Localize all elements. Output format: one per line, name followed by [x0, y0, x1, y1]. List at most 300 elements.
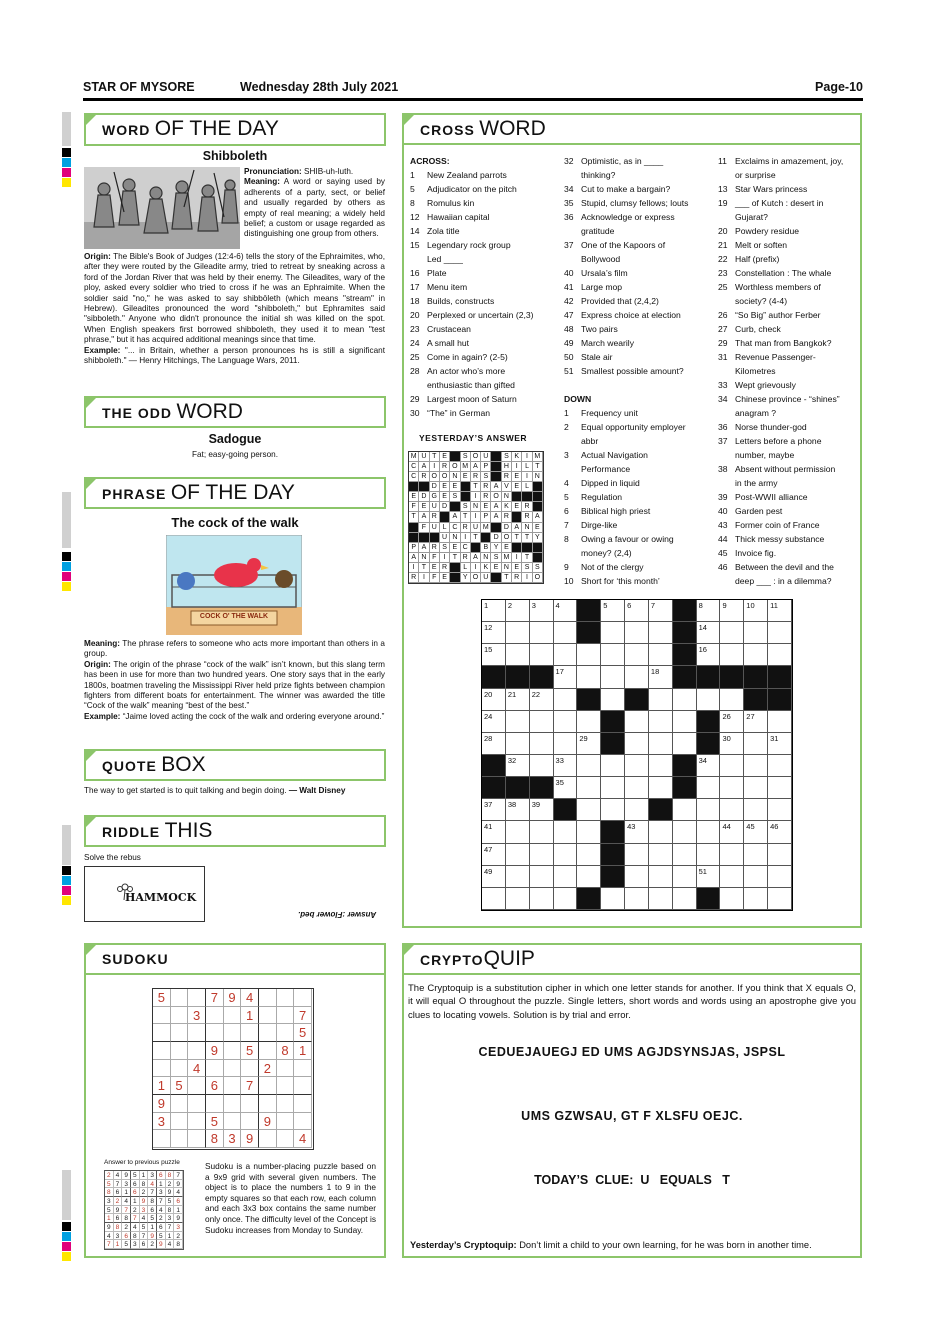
clue-text: Half (prefix)	[735, 254, 780, 264]
crossword-cell[interactable]	[530, 733, 554, 755]
sudoku-cell[interactable]	[259, 1024, 277, 1042]
crossword-cell[interactable]	[697, 755, 721, 777]
sudoku-cell[interactable]	[277, 989, 295, 1007]
sudoku-cell[interactable]: 8	[277, 1042, 295, 1060]
crossword-cell[interactable]	[601, 888, 625, 910]
crossword-cell[interactable]	[554, 733, 578, 755]
answer-cell: I	[471, 512, 481, 522]
clue-number: 40	[564, 268, 574, 278]
crossword-cell[interactable]	[768, 866, 792, 888]
sudoku-cell[interactable]: 3	[224, 1130, 242, 1148]
answer-cell: L	[522, 482, 532, 492]
crossword-cell[interactable]	[649, 689, 673, 711]
prev-sudoku-cell: 3	[157, 1188, 166, 1197]
crossword-cell[interactable]	[744, 622, 768, 644]
answer-cell: N	[450, 472, 460, 482]
sudoku-cell[interactable]	[224, 1007, 242, 1025]
sudoku-cell[interactable]: 1	[294, 1042, 312, 1060]
clue-line	[718, 154, 858, 168]
crossword-cell[interactable]	[482, 733, 506, 755]
clue-line	[718, 560, 858, 574]
sudoku-cell[interactable]: 2	[259, 1060, 277, 1078]
crossword-cell[interactable]	[720, 844, 744, 866]
crossword-cell[interactable]	[530, 755, 554, 777]
sudoku-cell[interactable]: 3	[188, 1007, 206, 1025]
sudoku-cell[interactable]	[171, 1113, 189, 1131]
crossword-cell[interactable]	[744, 777, 768, 799]
crossword-cell[interactable]	[506, 644, 530, 666]
crossword-block	[625, 689, 649, 711]
crossword-cell[interactable]	[482, 711, 506, 733]
crossword-cell[interactable]	[768, 644, 792, 666]
clue-number: 43	[718, 520, 728, 530]
sudoku-cell[interactable]: 9	[153, 1095, 171, 1113]
sudoku-cell[interactable]	[171, 989, 189, 1007]
sudoku-cell[interactable]	[206, 1095, 224, 1113]
crossword-cell[interactable]	[482, 821, 506, 843]
crossword-cell[interactable]	[577, 844, 601, 866]
clue-text: A small hut	[427, 338, 470, 348]
crossword-cell[interactable]	[673, 711, 697, 733]
crossword-cell[interactable]	[744, 821, 768, 843]
sudoku-cell[interactable]	[153, 1060, 171, 1078]
crossword-cell[interactable]	[649, 755, 673, 777]
crossword-cell[interactable]	[482, 622, 506, 644]
crossword-cell[interactable]	[649, 622, 673, 644]
crossword-cell[interactable]	[554, 711, 578, 733]
crossword-cell[interactable]	[720, 600, 744, 622]
crossword-cell[interactable]	[625, 777, 649, 799]
sudoku-cell[interactable]	[153, 1024, 171, 1042]
cell-number: 49	[484, 866, 493, 876]
sudoku-cell[interactable]: 5	[294, 1024, 312, 1042]
crossword-cell[interactable]	[601, 755, 625, 777]
crossword-cell[interactable]	[720, 644, 744, 666]
margin-bar	[62, 492, 71, 548]
crossword-cell[interactable]	[577, 733, 601, 755]
crossword-cell[interactable]	[673, 888, 697, 910]
crossword-cell[interactable]	[649, 866, 673, 888]
crossword-cell[interactable]	[554, 844, 578, 866]
crossword-cell[interactable]	[625, 866, 649, 888]
crossword-block	[482, 777, 506, 799]
crossword-block	[673, 666, 697, 688]
sudoku-cell[interactable]	[206, 1007, 224, 1025]
crossword-cell[interactable]	[649, 821, 673, 843]
crossword-cell[interactable]	[482, 866, 506, 888]
crossword-cell[interactable]	[720, 711, 744, 733]
crossword-cell[interactable]	[673, 844, 697, 866]
sudoku-cell[interactable]	[277, 1130, 295, 1148]
sudoku-cell[interactable]	[259, 989, 277, 1007]
crossword-cell[interactable]	[697, 866, 721, 888]
sudoku-cell[interactable]	[171, 1060, 189, 1078]
crossword-cell[interactable]	[768, 844, 792, 866]
answer-block	[450, 452, 460, 462]
crossword-cell[interactable]	[720, 777, 744, 799]
crossword-cell[interactable]	[577, 755, 601, 777]
crossword-cell[interactable]	[697, 689, 721, 711]
clue-line	[564, 434, 714, 448]
crossword-cell[interactable]	[506, 888, 530, 910]
sudoku-cell[interactable]: 9	[224, 989, 242, 1007]
crossword-cell[interactable]	[554, 755, 578, 777]
crossword-block	[768, 666, 792, 688]
answer-block	[491, 573, 501, 583]
sudoku-cell[interactable]	[277, 1007, 295, 1025]
sudoku-cell[interactable]	[224, 1042, 242, 1060]
crossword-cell[interactable]	[506, 866, 530, 888]
crossword-cell[interactable]	[649, 733, 673, 755]
sudoku-cell[interactable]: 5	[206, 1113, 224, 1131]
clue-text: Equal opportunity employer	[581, 422, 686, 432]
crossword-cell[interactable]	[649, 600, 673, 622]
yesterday-crossword-grid	[408, 451, 544, 584]
crossword-cell[interactable]	[768, 733, 792, 755]
crossword-cell[interactable]	[649, 666, 673, 688]
clue-text: Gujarat?	[735, 212, 768, 222]
sudoku-cell[interactable]: 8	[206, 1130, 224, 1148]
answer-cell: M	[461, 462, 471, 472]
sudoku-cell[interactable]	[206, 1024, 224, 1042]
sudoku-cell[interactable]	[294, 1060, 312, 1078]
crossword-cell[interactable]	[506, 600, 530, 622]
sudoku-cell[interactable]: 7	[241, 1077, 259, 1095]
sudoku-cell[interactable]	[294, 1095, 312, 1113]
crossword-cell[interactable]	[625, 844, 649, 866]
crossword-block	[506, 666, 530, 688]
sudoku-cell[interactable]	[188, 989, 206, 1007]
sudoku-cell[interactable]	[277, 1113, 295, 1131]
sudoku-cell[interactable]: 5	[153, 989, 171, 1007]
crossword-cell[interactable]	[577, 866, 601, 888]
crossword-cell[interactable]	[768, 755, 792, 777]
crossword-cell[interactable]	[744, 733, 768, 755]
crossword-cell[interactable]	[649, 777, 673, 799]
answer-cell: I	[522, 452, 532, 462]
clue-line	[564, 224, 714, 238]
crossword-cell[interactable]	[673, 821, 697, 843]
sudoku-cell[interactable]	[294, 1077, 312, 1095]
prev-sudoku-cell: 7	[114, 1180, 123, 1189]
crossword-cell[interactable]	[577, 666, 601, 688]
answer-cell: E	[440, 492, 450, 502]
crossword-cell[interactable]	[720, 866, 744, 888]
answer-cell: E	[440, 452, 450, 462]
answer-cell: N	[522, 523, 532, 533]
crossword-cell[interactable]	[625, 711, 649, 733]
rebus-box	[84, 866, 205, 922]
sudoku-cell[interactable]	[171, 1024, 189, 1042]
clue-line	[564, 518, 714, 532]
cell-number: 18	[650, 667, 660, 677]
crossword-cell[interactable]	[577, 799, 601, 821]
sudoku-cell[interactable]	[153, 1130, 171, 1148]
crossword-cell[interactable]	[744, 844, 768, 866]
crossword-cell[interactable]	[530, 799, 554, 821]
cryptoquip-clue: TODAY’S CLUE: U EQUALS T	[534, 1173, 730, 1187]
crossword-cell[interactable]	[697, 644, 721, 666]
sudoku-cell[interactable]	[241, 1095, 259, 1113]
sudoku-cell[interactable]: 4	[241, 989, 259, 1007]
cell-number: 1	[484, 601, 489, 610]
crossword-cell[interactable]	[720, 799, 744, 821]
crossword-cell[interactable]	[601, 622, 625, 644]
crossword-cell[interactable]	[697, 821, 721, 843]
answer-cell: U	[481, 573, 491, 583]
crossword-cell[interactable]	[649, 844, 673, 866]
crossword-cell[interactable]	[601, 600, 625, 622]
crossword-cell[interactable]	[720, 821, 744, 843]
answer-block	[461, 482, 471, 492]
meaning-label: Meaning:	[244, 177, 280, 187]
crossword-cell[interactable]	[649, 644, 673, 666]
crossword-cell[interactable]	[530, 689, 554, 711]
clue-line	[564, 504, 714, 518]
answer-cell: A	[419, 543, 429, 553]
cell-number: 20	[484, 689, 493, 699]
sudoku-cell[interactable]: 1	[241, 1007, 259, 1025]
crossword-cell[interactable]	[673, 733, 697, 755]
crossword-cell[interactable]	[530, 711, 554, 733]
crossword-cell[interactable]	[482, 799, 506, 821]
crossword-cell[interactable]	[506, 689, 530, 711]
crossword-cell[interactable]	[601, 777, 625, 799]
crossword-cell[interactable]	[744, 600, 768, 622]
crossword-cell[interactable]	[720, 888, 744, 910]
prev-sudoku-cell: 7	[174, 1171, 183, 1180]
reg-mark-cyan	[62, 158, 71, 167]
crossword-cell[interactable]	[530, 844, 554, 866]
crossword-cell[interactable]	[697, 799, 721, 821]
crossword-cell[interactable]	[554, 866, 578, 888]
sudoku-cell[interactable]: 1	[153, 1077, 171, 1095]
sudoku-cell[interactable]	[259, 1095, 277, 1113]
clue-line	[718, 504, 858, 518]
answer-cell: P	[409, 543, 419, 553]
prev-sudoku-cell: 5	[140, 1223, 149, 1232]
crossword-cell[interactable]	[601, 666, 625, 688]
sudoku-cell[interactable]	[188, 1024, 206, 1042]
crossword-cell[interactable]	[697, 622, 721, 644]
crossword-cell[interactable]	[673, 799, 697, 821]
crossword-cell[interactable]	[625, 821, 649, 843]
sudoku-cell[interactable]: 4	[294, 1130, 312, 1148]
sudoku-cell[interactable]: 7	[294, 1007, 312, 1025]
answer-cell: E	[512, 472, 522, 482]
clue-line	[718, 196, 858, 210]
crossword-cell[interactable]	[530, 821, 554, 843]
crossword-cell[interactable]	[482, 844, 506, 866]
crossword-cell[interactable]	[506, 799, 530, 821]
crossword-cell[interactable]	[720, 733, 744, 755]
crossword-cell[interactable]	[625, 799, 649, 821]
sudoku-cell[interactable]	[224, 1060, 242, 1078]
crossword-cell[interactable]	[768, 711, 792, 733]
answer-cell: T	[409, 512, 419, 522]
crossword-cell[interactable]	[506, 622, 530, 644]
sudoku-cell[interactable]	[206, 1060, 224, 1078]
sudoku-cell[interactable]	[241, 1024, 259, 1042]
answer-cell: T	[533, 462, 543, 472]
prev-sudoku-cell: 5	[105, 1206, 114, 1215]
sudoku-cell[interactable]	[224, 1024, 242, 1042]
sudoku-cell[interactable]	[294, 1113, 312, 1131]
crossword-cell[interactable]	[625, 666, 649, 688]
sudoku-cell[interactable]	[171, 1095, 189, 1113]
sudoku-cell[interactable]: 4	[188, 1060, 206, 1078]
clue-number: 8	[564, 534, 569, 544]
crossword-cell[interactable]	[530, 866, 554, 888]
clue-text: Performance	[581, 464, 631, 474]
answer-cell: D	[440, 502, 450, 512]
sudoku-cell[interactable]	[277, 1024, 295, 1042]
answer-cell: N	[419, 553, 429, 563]
crossword-cell[interactable]	[554, 622, 578, 644]
crossword-cell[interactable]	[506, 844, 530, 866]
crossword-cell[interactable]	[768, 888, 792, 910]
crossword-cell[interactable]	[506, 755, 530, 777]
crossword-cell[interactable]	[506, 733, 530, 755]
clue-line	[410, 266, 560, 280]
sudoku-cell[interactable]	[259, 1042, 277, 1060]
crossword-cell[interactable]	[697, 777, 721, 799]
crossword-cell[interactable]	[530, 600, 554, 622]
sudoku-cell[interactable]	[188, 1042, 206, 1060]
clue-number: 4	[564, 478, 569, 488]
crossword-cell[interactable]	[482, 600, 506, 622]
clue-line	[564, 560, 714, 574]
crossword-cell[interactable]	[720, 622, 744, 644]
sudoku-cell[interactable]	[277, 1077, 295, 1095]
sudoku-cell[interactable]: 5	[241, 1042, 259, 1060]
sudoku-cell[interactable]	[241, 1060, 259, 1078]
sudoku-cell[interactable]	[153, 1007, 171, 1025]
crossword-cell[interactable]	[506, 821, 530, 843]
crossword-cell[interactable]	[601, 799, 625, 821]
crossword-cell[interactable]	[554, 777, 578, 799]
prev-sudoku-cell: 8	[140, 1180, 149, 1189]
crossword-cell[interactable]	[744, 755, 768, 777]
sudoku-cell[interactable]	[171, 1042, 189, 1060]
crossword-cell[interactable]	[625, 733, 649, 755]
crossword-cell[interactable]	[768, 600, 792, 622]
crossword-cell[interactable]	[530, 644, 554, 666]
crossword-cell[interactable]	[530, 888, 554, 910]
sudoku-cell[interactable]: 7	[206, 989, 224, 1007]
crossword-cell[interactable]	[625, 755, 649, 777]
sudoku-cell[interactable]	[259, 1077, 277, 1095]
crossword-cell[interactable]	[720, 689, 744, 711]
crossword-cell[interactable]	[649, 711, 673, 733]
crossword-cell[interactable]	[625, 600, 649, 622]
crossword-cell[interactable]	[697, 844, 721, 866]
header-small: CRYPTO	[420, 952, 484, 968]
crossword-cell[interactable]	[673, 689, 697, 711]
sudoku-cell[interactable]	[188, 1095, 206, 1113]
prev-sudoku-cell: 3	[174, 1223, 183, 1232]
crossword-cell[interactable]	[625, 622, 649, 644]
sudoku-cell[interactable]	[224, 1077, 242, 1095]
sudoku-cell[interactable]	[171, 1007, 189, 1025]
answer-cell: R	[461, 553, 471, 563]
answer-cell: L	[461, 563, 471, 573]
clue-number: 5	[564, 492, 569, 502]
sudoku-cell[interactable]: 9	[206, 1042, 224, 1060]
crossword-cell[interactable]	[530, 622, 554, 644]
prev-sudoku-cell: 6	[122, 1232, 131, 1241]
crossword-cell[interactable]	[768, 622, 792, 644]
sudoku-cell[interactable]	[259, 1007, 277, 1025]
sudoku-cell[interactable]	[277, 1095, 295, 1113]
sudoku-cell[interactable]: 9	[241, 1130, 259, 1148]
crossword-cell[interactable]	[744, 799, 768, 821]
crossword-cell[interactable]	[720, 755, 744, 777]
sudoku-cell[interactable]: 9	[259, 1113, 277, 1131]
sudoku-cell[interactable]	[224, 1113, 242, 1131]
prev-sudoku-cell: 8	[105, 1188, 114, 1197]
crossword-cell[interactable]	[554, 666, 578, 688]
crossword-cell[interactable]	[554, 689, 578, 711]
crossword-cell[interactable]	[768, 777, 792, 799]
crossword-cell[interactable]	[768, 821, 792, 843]
sudoku-cell[interactable]: 6	[206, 1077, 224, 1095]
sudoku-cell[interactable]	[188, 1113, 206, 1131]
crossword-cell[interactable]	[673, 866, 697, 888]
crossword-cell[interactable]	[697, 600, 721, 622]
sudoku-cell[interactable]	[259, 1130, 277, 1148]
crossword-cell[interactable]	[744, 644, 768, 666]
answer-cell: R	[440, 563, 450, 573]
crossword-cell[interactable]	[554, 888, 578, 910]
sudoku-cell[interactable]	[224, 1095, 242, 1113]
sudoku-cell[interactable]: 3	[153, 1113, 171, 1131]
crossword-cell[interactable]	[482, 689, 506, 711]
sudoku-cell[interactable]	[241, 1113, 259, 1131]
crossword-cell[interactable]	[554, 644, 578, 666]
crossword-cell[interactable]	[625, 644, 649, 666]
sudoku-cell[interactable]	[294, 989, 312, 1007]
crossword-cell[interactable]	[482, 888, 506, 910]
crossword-cell[interactable]	[601, 689, 625, 711]
sudoku-cell[interactable]	[171, 1130, 189, 1148]
crossword-cell[interactable]	[625, 888, 649, 910]
header-big: QUIP	[483, 947, 535, 970]
crossword-cell[interactable]	[768, 799, 792, 821]
crossword-cell[interactable]	[744, 711, 768, 733]
crossword-cell[interactable]	[482, 644, 506, 666]
crossword-cell[interactable]	[577, 711, 601, 733]
crossword-cell[interactable]	[577, 644, 601, 666]
crossword-cell[interactable]	[577, 821, 601, 843]
crossword-cell[interactable]	[601, 644, 625, 666]
sudoku-cell[interactable]	[188, 1130, 206, 1148]
reg-mark-black	[62, 866, 71, 875]
crossword-cell[interactable]	[744, 866, 768, 888]
crossword-cell[interactable]	[554, 600, 578, 622]
sudoku-cell[interactable]: 5	[171, 1077, 189, 1095]
sudoku-cell[interactable]	[153, 1042, 171, 1060]
crossword-cell[interactable]	[577, 777, 601, 799]
prev-sudoku-cell: 4	[148, 1180, 157, 1189]
crossword-cell[interactable]	[649, 888, 673, 910]
crossword-cell[interactable]	[554, 821, 578, 843]
clue-text: gratitude	[581, 226, 615, 236]
crossword-cell[interactable]	[506, 711, 530, 733]
sudoku-cell[interactable]	[188, 1077, 206, 1095]
crossword-cell[interactable]	[744, 888, 768, 910]
sudoku-cell[interactable]	[277, 1060, 295, 1078]
